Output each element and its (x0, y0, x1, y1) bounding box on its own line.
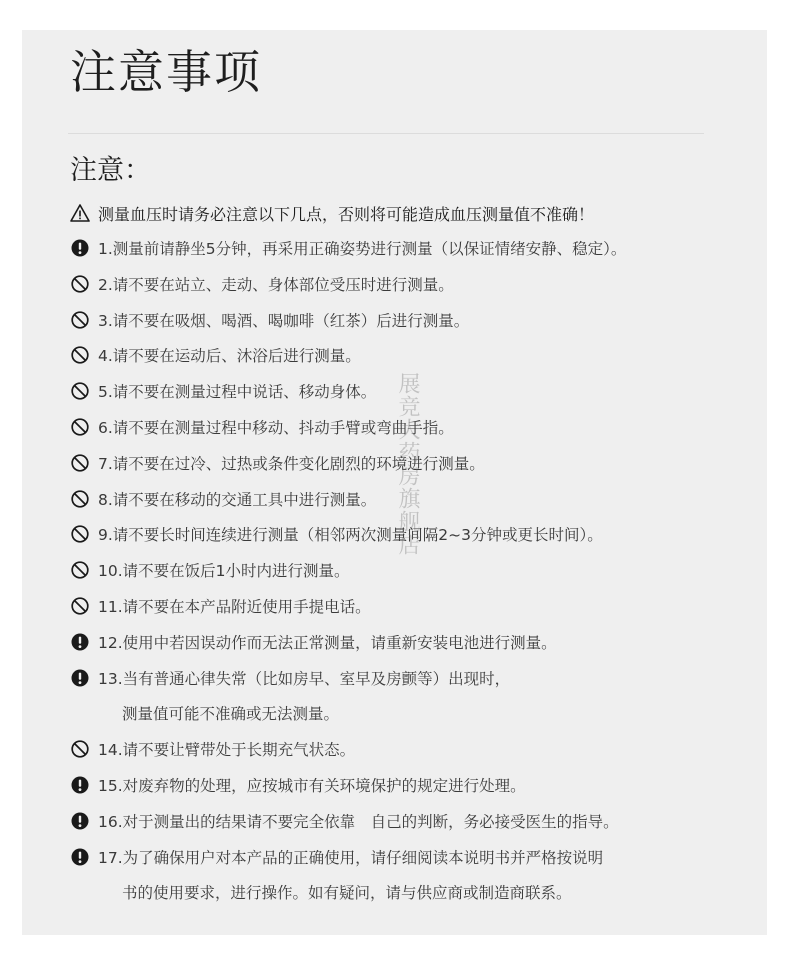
list-item (70, 557, 350, 583)
list-item-text: 测量值可能不准确或无法测量。 (122, 705, 340, 724)
list-item-text: 17.为了确保用户对本产品的正确使用，请仔细阅读本说明书并严格按说明 (98, 848, 604, 867)
list-item-text: 15.对废弃物的处理，应按城市有关环境保护的规定进行处理。 (98, 777, 526, 795)
list-item (70, 486, 376, 512)
prohibited-icon (70, 489, 90, 509)
list-item-text: 10.请不要在饭后1小时内进行测量。 (98, 562, 350, 581)
list-item-text: 8.请不要在移动的交通工具中进行测量。 (98, 490, 377, 509)
list-item-text: 2.请不要在站立、走动、身体部位受压时进行测量。 (98, 275, 454, 294)
list-item-continuation (122, 700, 339, 726)
prohibited-icon (70, 739, 90, 759)
list-item-text: 1.测量前请静坐5分钟，再采用正确姿势进行测量（以保证情绪安静、稳定）。 (98, 240, 627, 258)
exclamation-circle-icon (70, 238, 90, 258)
list-item (70, 521, 603, 547)
section-heading: 注意： (70, 155, 151, 186)
list-item-text: 13.当有普通心律失常（比如房早、室早及房颤等）出现时， (98, 669, 511, 688)
prohibited-icon (70, 274, 90, 294)
list-item (70, 307, 469, 333)
list-item (70, 844, 603, 870)
list-item-text: 7.请不要在过冷、过热或条件变化剧烈的环境进行测量。 (98, 454, 485, 473)
exclamation-circle-icon (70, 668, 90, 688)
watermark: 展竞大药房旗舰店 (395, 372, 420, 556)
exclamation-circle-icon (70, 775, 90, 795)
prohibited-icon (70, 310, 90, 330)
list-item-text: 9.请不要长时间连续进行测量（相邻两次测量间隔2~3分钟或更长时间）。 (98, 526, 603, 545)
warning-line (70, 200, 594, 226)
list-item-text: 11.请不要在本产品附近使用手提电话。 (98, 598, 371, 616)
prohibited-icon (70, 453, 90, 473)
list-item-text: 4.请不要在运动后、沐浴后进行测量。 (98, 347, 361, 366)
exclamation-circle-icon (70, 811, 90, 831)
list-item (70, 235, 626, 261)
list-item (70, 342, 361, 368)
list-item (70, 808, 619, 834)
prohibited-icon (70, 417, 90, 437)
page-title: 注意事项 (70, 45, 262, 99)
exclamation-circle-icon (70, 847, 90, 867)
prohibited-icon (70, 596, 90, 616)
list-item (70, 665, 510, 691)
prohibited-icon (70, 560, 90, 580)
list-item-continuation (122, 879, 572, 905)
list-item (70, 629, 557, 655)
list-item (70, 772, 526, 798)
list-item-text: 3.请不要在吸烟、喝酒、喝咖啡（红茶）后进行测量。 (98, 311, 470, 330)
list-item-text: 5.请不要在测量过程中说话、移动身体。 (98, 383, 377, 402)
prohibited-icon (70, 381, 90, 401)
list-item-text: 6.请不要在测量过程中移动、抖动手臂或弯曲手指。 (98, 419, 454, 437)
prohibited-icon (70, 345, 90, 365)
list-item-text: 14.请不要让臂带处于长期充气状态。 (98, 741, 356, 760)
prohibited-icon (70, 524, 90, 544)
list-item (70, 378, 376, 404)
list-item (70, 271, 454, 297)
list-item-text: 16.对于测量出的结果请不要完全依靠 自己的判断，务必接受医生的指导。 (98, 812, 619, 831)
warning-triangle-icon (70, 203, 90, 223)
warning-text: 测量血压时请务必注意以下几点，否则将可能造成血压测量值不准确！ (98, 204, 595, 224)
list-item (70, 593, 371, 619)
list-item-text: 12.使用中若因误动作而无法正常测量，请重新安装电池进行测量。 (98, 633, 557, 652)
title-divider (68, 133, 704, 134)
list-item (70, 736, 355, 762)
exclamation-circle-icon (70, 632, 90, 652)
list-item-text: 书的使用要求，进行操作。如有疑问，请与供应商或制造商联系。 (122, 884, 572, 903)
